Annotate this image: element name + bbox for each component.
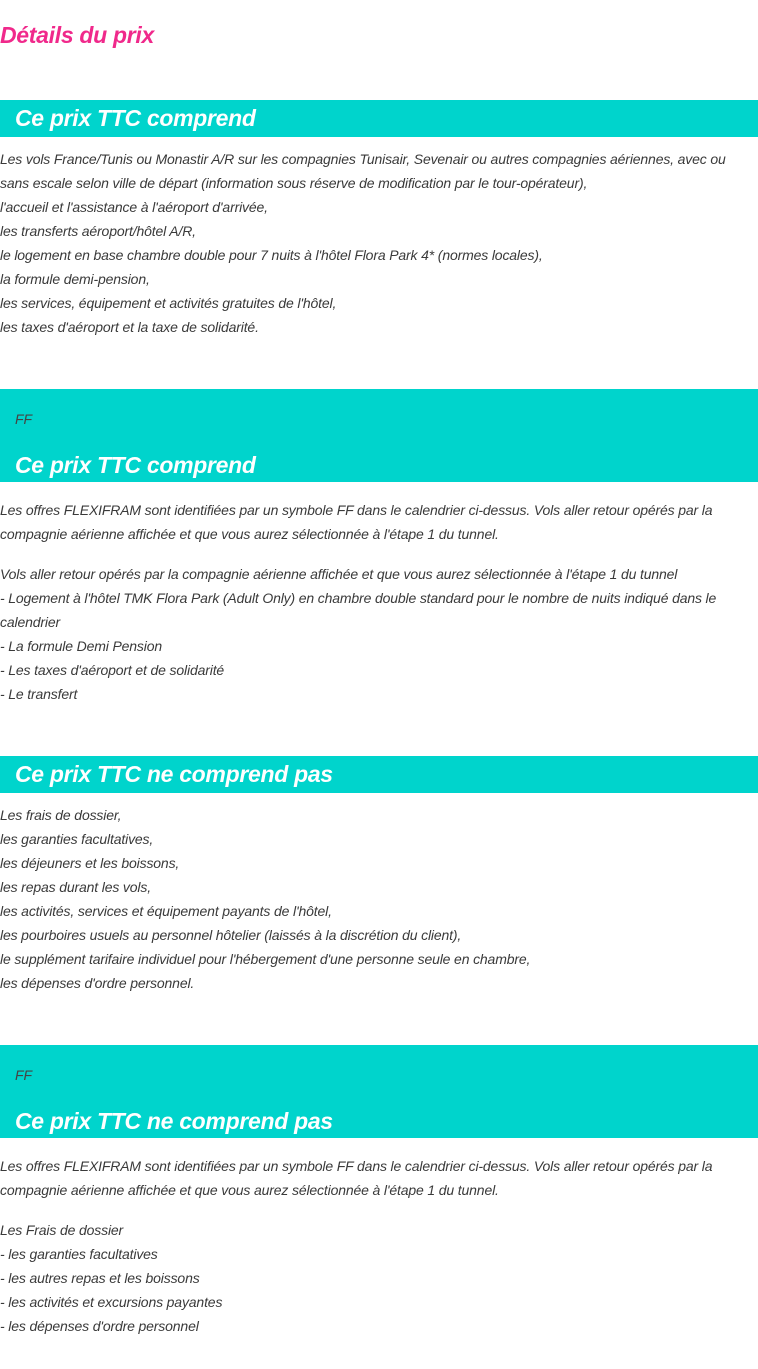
list-item: - les dépenses d'ordre personnel (0, 1318, 199, 1334)
list-item: - La formule Demi Pension (0, 638, 162, 654)
section-price-excludes (0, 756, 758, 995)
list-item: - Le transfert (0, 686, 78, 702)
list-item: les déjeuners et les boissons, (0, 855, 180, 871)
section-title: Ce prix TTC ne comprend pas (15, 761, 333, 787)
section-title: Ce prix TTC comprend (15, 452, 256, 478)
list-item: le logement en base chambre double pour 7 nuits à l'hôtel Flora Park 4* (normes locales), (0, 247, 543, 263)
list-item: les activités, services et équipement payants de l'hôtel, (0, 903, 332, 919)
list-item: - Logement à l'hôtel TMK Flora Park (Adult Only) en chambre double standard pour le nombre de nuits indiqué dans le calendrier (0, 590, 717, 630)
page-title: Détails du prix (0, 22, 154, 48)
list-item: Vols aller retour opérés par la compagnie aérienne affichée et que vous aurez sélectionnée à l'étape 1 du tunnel (0, 566, 678, 582)
section-banner (0, 389, 758, 482)
list-item: les dépenses d'ordre personnel. (0, 975, 195, 991)
section-ff-price-includes (0, 389, 758, 706)
list-item: les repas durant les vols, (0, 879, 151, 895)
ff-excluded-list (0, 1218, 758, 1338)
list-item: - les autres repas et les boissons (0, 1270, 200, 1286)
section-price-includes (0, 100, 758, 339)
list-item: le supplément tarifaire individuel pour l'hébergement d'une personne seule en chambre, (0, 951, 531, 967)
section-banner (0, 1045, 758, 1138)
list-item: Les vols France/Tunis ou Monastir A/R sur les compagnies Tunisair, Sevenair ou autres compagnies aériennes, avec ou sans escale selon ville de départ (information sous réserve de modification par le tour-opérateur), (0, 151, 726, 191)
list-item: Les frais de dossier, (0, 807, 122, 823)
list-item: Les Frais de dossier (0, 1222, 124, 1238)
list-item: les transferts aéroport/hôtel A/R, (0, 223, 196, 239)
list-item: la formule demi-pension, (0, 271, 150, 287)
excluded-list (0, 803, 758, 995)
section-title: Ce prix TTC comprend (15, 105, 256, 131)
list-item: les garanties facultatives, (0, 831, 154, 847)
ff-intro: Les offres FLEXIFRAM sont identifiées par un symbole FF dans le calendrier ci-dessus. Vols aller retour opérés par la compagnie aérienne affichée et que vous aurez sélectionnée à l'étape 1 du tunnel. (0, 1158, 713, 1198)
ff-code: FF (15, 411, 33, 427)
ff-code: FF (15, 1067, 33, 1083)
ff-included-list (0, 562, 758, 706)
ff-intro: Les offres FLEXIFRAM sont identifiées par un symbole FF dans le calendrier ci-dessus. Vols aller retour opérés par la compagnie aérienne affichée et que vous aurez sélectionnée à l'étape 1 du tunnel. (0, 502, 713, 542)
list-item: les pourboires usuels au personnel hôtelier (laissés à la discrétion du client), (0, 927, 462, 943)
list-item: - les garanties facultatives (0, 1246, 158, 1262)
list-item: l'accueil et l'assistance à l'aéroport d'arrivée, (0, 199, 268, 215)
included-list (0, 147, 758, 339)
section-banner (0, 100, 758, 137)
section-title: Ce prix TTC ne comprend pas (15, 1108, 333, 1134)
section-banner (0, 756, 758, 793)
list-item: les services, équipement et activités gratuites de l'hôtel, (0, 295, 337, 311)
list-item: - les activités et excursions payantes (0, 1294, 223, 1310)
section-ff-price-excludes (0, 1045, 758, 1338)
list-item: - Les taxes d'aéroport et de solidarité (0, 662, 225, 678)
list-item: les taxes d'aéroport et la taxe de solidarité. (0, 319, 259, 335)
